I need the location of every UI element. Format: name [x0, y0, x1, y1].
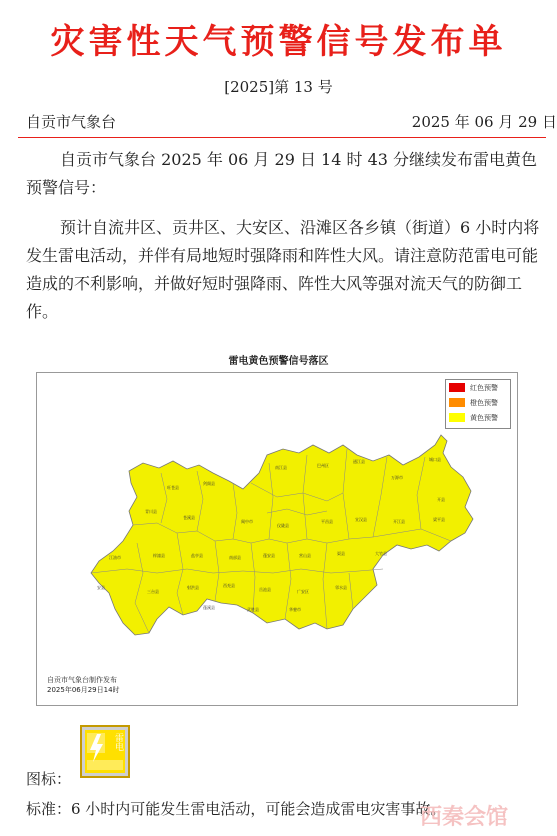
paragraph-forecast: 预计自流井区、贡井区、大安区、沿滩区各乡镇（街道）6 小时内将发生雷电活动，并伴有局地短时强降雨和阵性大风。请注意防范雷电可能造成的不利影响，并做好短时强降雨、阵性大风等强对流天气的防御工作。 — [26, 218, 540, 321]
document-title: 灾害性天气预警信号发布单 — [50, 22, 507, 62]
svg-text:大竹县: 大竹县 — [375, 551, 387, 556]
map-producer-note — [47, 675, 120, 695]
document-number: [2025]第 13 号 — [224, 78, 333, 96]
map-legend — [445, 379, 511, 429]
svg-text:通江县: 通江县 — [353, 459, 365, 464]
warning-map — [36, 372, 518, 706]
signal-icon-face — [85, 730, 125, 773]
svg-text:梁平县: 梁平县 — [433, 517, 445, 522]
svg-text:蓬溪县: 蓬溪县 — [203, 605, 215, 610]
legend-label-red: 红色预警 — [470, 383, 498, 392]
legend-swatch-red — [449, 383, 465, 392]
svg-text:华蓥市: 华蓥市 — [289, 607, 301, 612]
svg-text:苍溪县: 苍溪县 — [183, 515, 195, 520]
icon-label: 图标： — [26, 770, 72, 788]
legend-item-orange — [449, 395, 510, 410]
svg-text:岳池县: 岳池县 — [259, 587, 271, 592]
svg-text:阆中市: 阆中市 — [241, 519, 253, 524]
legend-swatch-yellow — [449, 413, 465, 422]
svg-text:广安区: 广安区 — [297, 589, 309, 594]
svg-text:邻水县: 邻水县 — [335, 585, 347, 590]
svg-text:万源市: 万源市 — [391, 475, 403, 480]
svg-text:旺苍县: 旺苍县 — [167, 485, 179, 490]
svg-text:射洪县: 射洪县 — [187, 585, 199, 590]
legend-label-yellow: 黄色预警 — [470, 413, 498, 422]
signal-icon-text: 雷电 — [113, 733, 123, 751]
svg-text:平昌县: 平昌县 — [321, 519, 333, 524]
svg-text:南部县: 南部县 — [229, 555, 241, 560]
svg-text:三台县: 三台县 — [147, 589, 159, 594]
svg-text:仪陇县: 仪陇县 — [277, 523, 289, 528]
svg-text:南江县: 南江县 — [275, 465, 287, 470]
svg-text:西充县: 西充县 — [223, 583, 235, 588]
map-produce-time: 2025年06月29日14时 — [47, 686, 120, 694]
svg-text:青川县: 青川县 — [145, 509, 157, 514]
svg-text:武胜县: 武胜县 — [247, 607, 259, 612]
legend-item-yellow — [449, 410, 510, 425]
watermark: 西秦会馆 — [420, 805, 509, 830]
svg-text:江油市: 江油市 — [109, 555, 121, 560]
map-producer: 自贡市气象台制作发布 — [47, 676, 117, 684]
issue-date: 2025 年 06 月 29 日 — [411, 113, 557, 131]
svg-text:宣汉县: 宣汉县 — [355, 517, 367, 522]
svg-text:盐亭县: 盐亭县 — [191, 553, 203, 558]
svg-text:剑阁县: 剑阁县 — [203, 481, 215, 486]
legend-swatch-orange — [449, 398, 465, 407]
svg-text:梓潼县: 梓潼县 — [153, 553, 165, 558]
svg-text:蓬安县: 蓬安县 — [263, 553, 275, 558]
svg-text:营山县: 营山县 — [299, 553, 311, 558]
standard-text: 标准：6 小时内可能发生雷电活动，可能会造成雷电灾害事故。 — [26, 800, 446, 818]
svg-text:开县: 开县 — [437, 497, 445, 502]
paragraph-announcement: 自贡市气象台 2025 年 06 月 29 日 14 时 43 分继续发布雷电黄色预警信号： — [26, 150, 538, 197]
svg-text:渠县: 渠县 — [337, 551, 345, 556]
map-title: 雷电黄色预警信号落区 — [228, 356, 329, 367]
thunder-yellow-signal-icon — [80, 725, 130, 778]
svg-text:巴州区: 巴州区 — [317, 463, 329, 468]
svg-text:城口县: 城口县 — [429, 457, 441, 462]
legend-item-red — [449, 380, 510, 395]
issuer: 自贡市气象台 — [26, 113, 117, 131]
svg-text:安县: 安县 — [97, 585, 105, 590]
legend-label-orange: 橙色预警 — [470, 398, 498, 407]
divider-line — [18, 137, 546, 138]
svg-text:开江县: 开江县 — [393, 519, 405, 524]
